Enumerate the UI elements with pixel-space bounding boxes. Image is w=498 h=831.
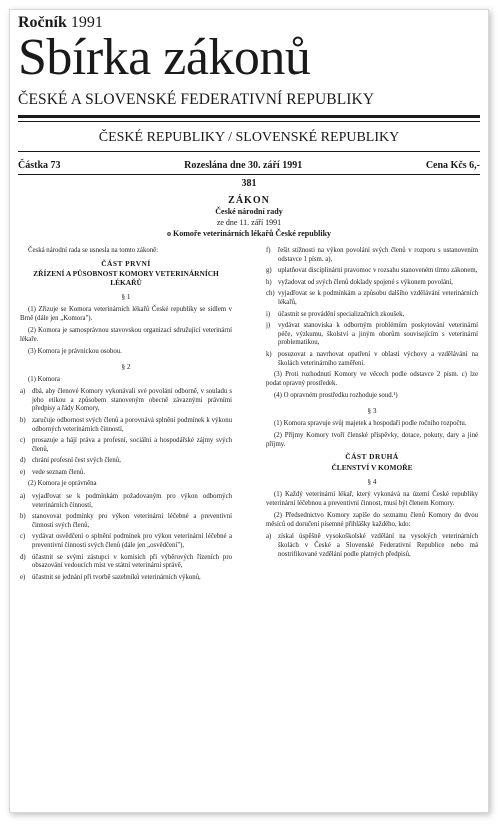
issue-date: Rozeslána dne 30. září 1991 (184, 160, 303, 171)
list (266, 533, 478, 559)
list-item: a) vyjadřovat se k podmínkám požadovaným pro výkon odborných veterinárních činností, (20, 493, 232, 509)
list-item: e) účastnit se jednání při tvorbě sazebníků veterinárních výkonů, (20, 573, 201, 581)
list-item: b) zaručuje odbornost svých členů a porovnává splnění podmínek k výkonu odborných veterinárních činností, (20, 416, 232, 433)
left-column (20, 247, 232, 585)
list-item: d) účastnit se svými zástupci v komisích při výběrových řízeních pro obsazování vedoucích míst ve státní veterinární správě, (20, 553, 232, 570)
law-body (10, 247, 488, 585)
paragraph: (1) Každý veterinární lékař, který vykonává na území České republiky veterinární léčebnou a preventivní činnost, musí být členem Komory. (266, 491, 478, 507)
issue-meta (18, 160, 480, 171)
part-one-title: ZŘÍZENÍ A PŮSOBNOST KOMORY VETERINÁRNÍCH LÉKAŘŮ (33, 269, 219, 287)
law-number: 381 (241, 178, 257, 189)
law-subject: o Komoře veterinárních lékařů České republiky (166, 229, 332, 238)
masthead (10, 10, 488, 239)
gazette-page (9, 9, 489, 813)
republics-line: ČESKÉ REPUBLIKY / SLOVENSKÉ REPUBLIKY (98, 130, 400, 145)
list-item: a) dbá, aby členové Komory vykonávali své povolání odborně, v souladu s jeho etikou a způsobem stanoveným obecně závaznými právními předpisy a řády Komory, (20, 388, 232, 413)
law-preamble: Česká národní rada se usnesla na tomto zákoně: (28, 247, 159, 254)
list (20, 493, 232, 582)
list-item: e) vede seznam členů. (20, 468, 86, 476)
law-type: ZÁKON (228, 195, 270, 206)
part-one-heading: ČÁST PRVNÍ (101, 258, 151, 268)
law-authority: České národní rady (215, 207, 283, 216)
paragraph: (2) Předsednictvo Komory zapíše do seznamu členů Komory do dvou měsíců od doručení písemné přihlášky každého, kdo: (266, 512, 478, 528)
section-1-heading: § 1 (121, 293, 131, 302)
list-item: a) získal úspěšně vysokoškolské vzdělání na vysokých veterinárních školách v České a Slovenské Federativní Republice nebo má nostrifikované vzdělání podle platných předpisů, (266, 533, 478, 558)
list-item: h) vyžadovat od svých členů doklady spojené s výkonem povolání, (266, 278, 453, 286)
masthead-rule-thick (18, 115, 480, 118)
volume-label: Ročník (18, 14, 67, 31)
list-item: ch) vyjadřovat se k podmínkám a způsobu dalšího vzdělávání veterinárních lékařů, (266, 290, 478, 306)
part-two-title: ČLENSTVÍ V KOMOŘE (331, 462, 413, 472)
issue-number: Částka 73 (18, 160, 61, 171)
gazette-title: Sbírka zákonů (18, 29, 311, 86)
volume-year: 1991 (70, 14, 103, 31)
section-4-heading: § 4 (367, 478, 377, 487)
list (20, 388, 232, 477)
right-column (266, 247, 478, 585)
paragraph: (1) Komora (28, 375, 60, 383)
list-item: c) prosazuje a hájí práva a profesní, sociální a hospodářské zájmy svých členů, (20, 437, 232, 453)
list-item: f) řešit stížnosti na výkon povolání svých členů v rozporu s ustanovením odstavce 1 písm. a), (266, 247, 478, 263)
paragraph: (2) Příjmy Komory tvoří členské příspěvky, dotace, pokuty, dary a jiné příjmy. (266, 432, 478, 448)
paragraph: (1) Komora spravuje svůj majetek a hospodaří podle ročního rozpočtu. (274, 419, 467, 427)
list-item: g) uplatňovat disciplinární pravomoc v rozsahu stanoveném tímto zákonem, (266, 267, 478, 275)
list-item: i) účastnit se provádění specializačních zkoušek, (266, 310, 405, 318)
paragraph: (4) O opravném prostředku rozhoduje soud.¹) (274, 392, 398, 400)
masthead-rule-thin (18, 121, 480, 122)
list-item: k) posuzovat a navrhovat opatření v oblasti výchovy a vzdělávání na školách veterinárního zaměření. (266, 350, 478, 367)
section-2-heading: § 2 (121, 362, 131, 371)
paragraph: (3) Proti rozhodnutí Komory ve věcech podle odstavce 2 písm. c) lze podat opravný prostředek. (266, 371, 478, 387)
paragraph: (3) Komora je právnickou osobou. (28, 348, 122, 356)
list-item: d) chrání profesní čest svých členů, (20, 457, 121, 465)
law-date: ze dne 11. září 1991 (216, 218, 282, 227)
republics-rule (18, 151, 480, 152)
law-heading (18, 195, 480, 239)
list (266, 247, 478, 368)
list-item: b) stanovovat podmínky pro výkon veterinární léčebné a preventivní činnosti svých členů, (20, 513, 232, 529)
part-two-heading: ČÁST DRUHÁ (345, 452, 399, 462)
paragraph: (1) Zřizuje se Komora veterinárních lékařů České republiky se sídlem v Brně (dále jen „Komora"). (20, 305, 232, 322)
list-item: c) vydávat osvědčení o splnění podmínek pro výkon veterinární léčebné a preventivní činnosti svých členů (dále jen „osvědčení"), (20, 533, 232, 550)
paragraph: (2) Komora je oprávněna (28, 480, 97, 488)
issue-price: Cena Kčs 6,- (425, 160, 480, 171)
section-3-heading: § 3 (367, 406, 377, 415)
list-item: j) vydávat stanoviska k odborným problémům poskytování veterinární péče, výzkumu, školství a jiným oborům souvisejícím s veterinární problematikou, (266, 322, 478, 347)
gazette-subtitle: ČESKÉ A SLOVENSKÉ FEDERATIVNÍ REPUBLIKY (18, 91, 375, 108)
meta-rule (18, 174, 480, 175)
paragraph: (2) Komora je samosprávnou stavovskou organizací sdružující veterinární lékaře. (20, 327, 232, 343)
